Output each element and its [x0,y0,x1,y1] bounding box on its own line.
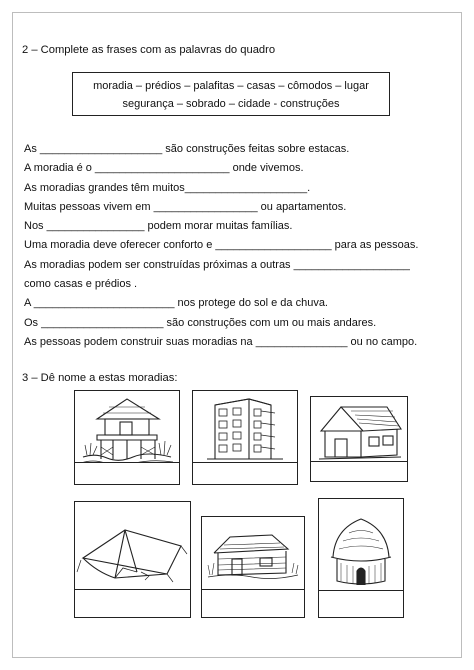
sentence-6[interactable]: Uma moradia deve oferecer conforto e ___________________ para as pessoas. [24,239,419,252]
image-card-1 [74,390,180,485]
question-3-title: 3 – Dê nome a estas moradias: [22,372,178,384]
answer-field-1[interactable] [75,462,179,484]
sentence-9[interactable]: Os ____________________ são construções com um ou mais andares. [24,316,377,329]
sentence-list [24,140,444,352]
sentence-4[interactable]: Muitas pessoas vivem em _________________ ou apartamentos. [24,200,347,213]
answer-field-2[interactable] [193,462,297,484]
word-bank-line-2: segurança – sobrado – cidade - construções [122,98,340,110]
word-bank-box [72,72,390,116]
image-card-3 [310,396,408,482]
sentence-7[interactable]: As moradias podem ser construídas próximas a outras ___________________ [24,258,410,271]
sentence-2[interactable]: A moradia é o ______________________ onde vivemos. [24,162,304,175]
sentence-10[interactable]: As pessoas podem construir suas moradias na _______________ ou no campo. [24,335,418,348]
question-2-title: 2 – Complete as frases com as palavras do quadro [22,44,276,56]
answer-field-6[interactable] [319,590,403,617]
answer-field-5[interactable] [202,589,304,617]
sentence-8[interactable]: A _______________________ nos protege do sol e da chuva. [24,297,328,310]
image-card-2 [192,390,298,485]
sentence-5[interactable]: Nos ________________ podem morar muitas famílias. [24,220,293,233]
image-card-4 [74,501,191,618]
image-card-5 [201,516,305,618]
sentence-3[interactable]: As moradias grandes têm muitos____________________. [24,181,311,194]
word-bank-line-1: moradia – prédios – palafitas – casas – cômodos – lugar [93,80,369,92]
image-card-6 [318,498,404,618]
answer-field-4[interactable] [75,589,190,617]
answer-field-3[interactable] [311,461,407,481]
sentence-1[interactable]: As ____________________ são construções feitas sobre estacas. [24,143,350,155]
sentence-7-continued: como casas e prédios . [24,278,138,291]
